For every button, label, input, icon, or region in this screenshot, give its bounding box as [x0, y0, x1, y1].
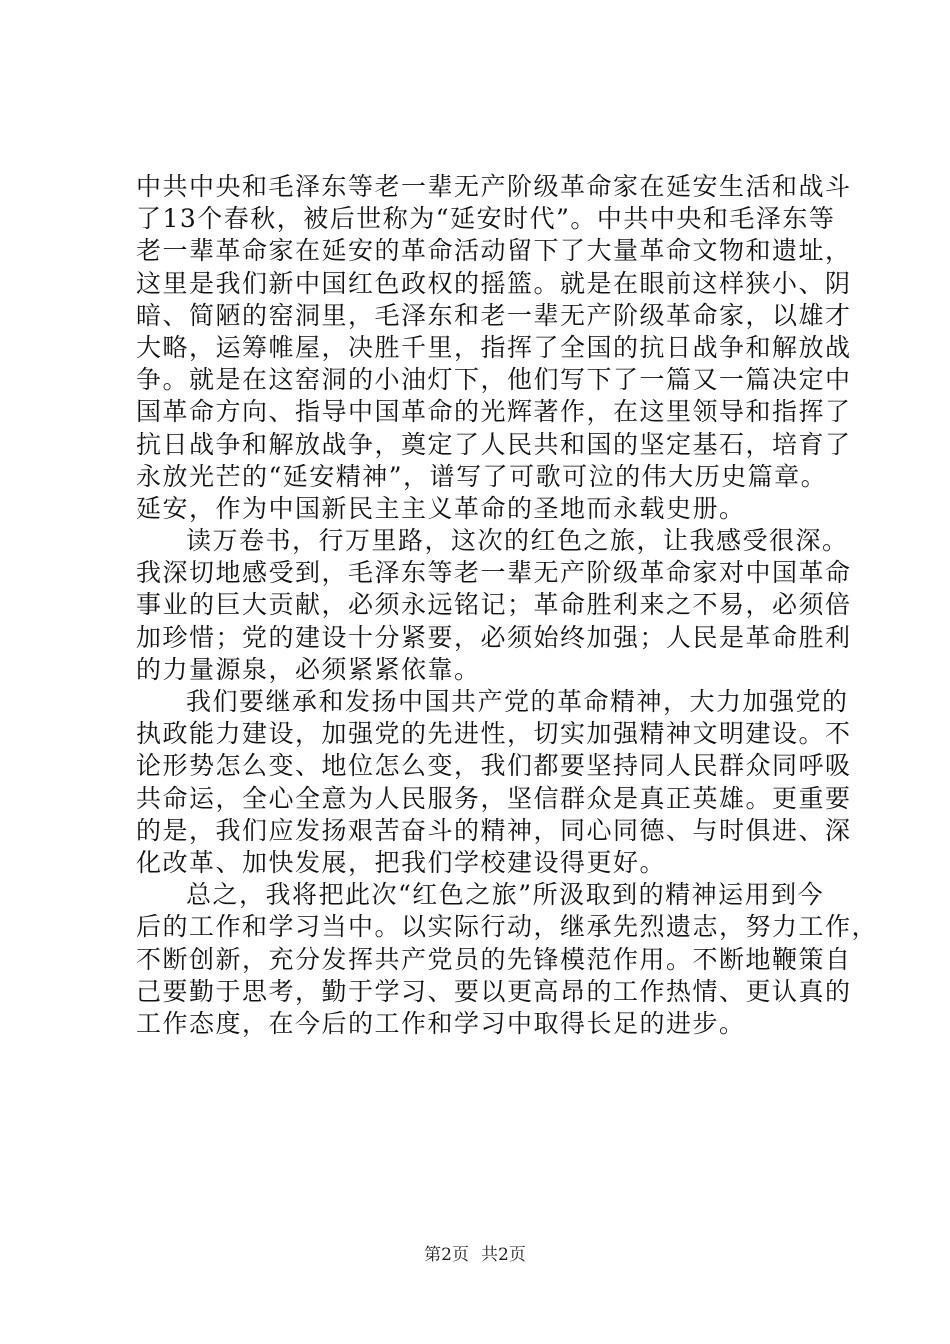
text-line: 的力量源泉，必须紧紧依靠。: [136, 654, 481, 684]
text-line: 后的工作和学习当中。以实际行动，继承先烈遗志，努力工作，: [136, 912, 879, 942]
text-line: 永放光芒的“延安精神”，谱写了可歌可泣的伟大历史篇章。: [136, 461, 828, 491]
text-line: 事业的巨大贡献，必须永远铭记；革命胜利来之不易，必须倍: [136, 590, 852, 620]
text-line: 了13个春秋，被后世称为“延安时代”。中共中央和毛泽东等: [136, 204, 836, 234]
page-total: 共2页: [481, 1245, 526, 1265]
text-line: 这里是我们新中国红色政权的摇篮。就是在眼前这样狭小、阴: [136, 268, 852, 298]
text-line: 老一辈革命家在延安的革命活动留下了大量革命文物和遗址，: [136, 236, 852, 266]
paragraph-first-line: 我们要继承和发扬中国共产党的革命精神，大力加强党的: [186, 687, 849, 716]
text-line: 论形势怎么变、地位怎么变，我们都要坚持同人民群众同呼吸: [136, 751, 852, 781]
text-line: 中共中央和毛泽东等老一辈无产阶级革命家在延安生活和战斗: [136, 172, 852, 201]
text-line: 暗、简陋的窑洞里，毛泽东和老一辈无产阶级革命家，以雄才: [136, 300, 852, 330]
text-line: 争。就是在这窑洞的小油灯下，他们写下了一篇又一篇决定中: [136, 365, 852, 395]
text-line: 国革命方向、指导中国革命的光辉著作，在这里领导和指挥了: [136, 397, 852, 427]
text-line: 加珍惜；党的建设十分紧要，必须始终加强；人民是革命胜利: [136, 622, 852, 652]
text-line: 化改革、加快发展，把我们学校建设得更好。: [136, 847, 667, 877]
page-footer: [0, 1244, 950, 1266]
text-line: 不断创新，充分发挥共产党员的先锋模范作用。不断地鞭策自: [136, 944, 852, 974]
text-line: 执政能力建设，加强党的先进性，切实加强精神文明建设。不: [136, 719, 852, 749]
text-line: 工作态度，在今后的工作和学习中取得长足的进步。: [136, 1008, 746, 1038]
text-line: 抗日战争和解放战争，奠定了人民共和国的坚定基石，培育了: [136, 429, 852, 459]
paragraph-first-line: 总之，我将把此次“红色之旅”所汲取到的精神运用到今: [186, 880, 825, 910]
text-line: 我深切地感受到，毛泽东等老一辈无产阶级革命家对中国革命: [136, 558, 852, 588]
text-line: 己要勤于思考，勤于学习、要以更高昂的工作热情、更认真的: [136, 976, 852, 1006]
paragraph-first-line: 读万卷书，行万里路，这次的红色之旅，让我感受很深。: [186, 526, 849, 556]
text-line: 的是，我们应发扬艰苦奋斗的精神，同心同德、与时俱进、深: [136, 815, 852, 845]
text-line: 共命运，全心全意为人民服务，坚信群众是真正英雄。更重要: [136, 783, 852, 813]
page-number: 第2页: [424, 1245, 469, 1265]
text-line: 大略，运筹帷屋，决胜千里，指挥了全国的抗日战争和解放战: [136, 332, 852, 362]
document-body: [136, 171, 879, 1040]
text-line: 延安，作为中国新民主主义革命的圣地而永载史册。: [136, 493, 746, 523]
